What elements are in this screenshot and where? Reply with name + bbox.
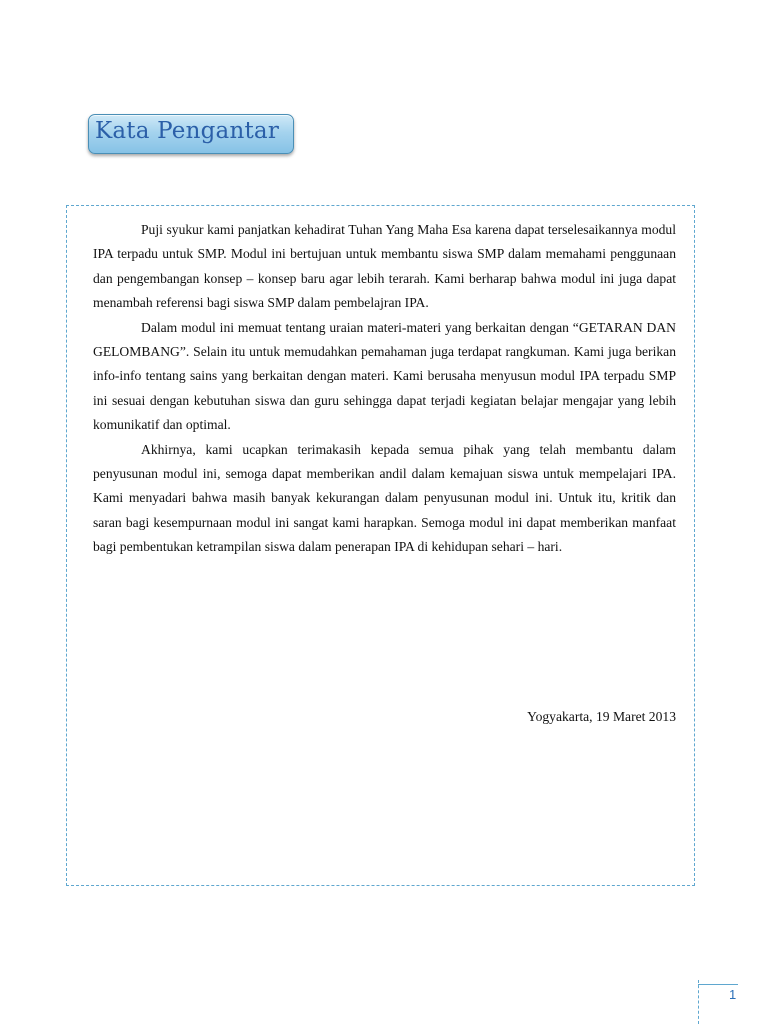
paragraph-2: Dalam modul ini memuat tentang uraian materi-materi yang berkaitan dengan “GETARAN DAN GELOMBANG”. Selain itu untuk memudahkan pemahaman juga terdapat rangkuman. Kami juga berikan info-info tentang sains yang berkaitan dengan materi. Kami berusaha menyusun modul IPA terpadu SMP ini sesuai dengan kebutuhan siswa dan guru sehingga dapat terjadi kegiatan belajar mengajar yang lebih komunikatif dan optimal. [93,319,676,433]
page-title: Kata Pengantar [95,118,280,144]
content-frame [66,205,695,886]
page-number: 1 [729,987,737,1002]
paragraph-1: Puji syukur kami panjatkan kehadirat Tuhan Yang Maha Esa karena dapat terselesaikannya modul IPA terpadu untuk SMP. Modul ini bertujuan untuk membantu siswa SMP dalam memahami penggunaan dan pengembangan konsep – konsep baru agar lebih terarah. Kami berharap bahwa modul ini juga dapat menambah referensi bagi siswa SMP dalam pembelajran IPA. [93,222,676,311]
page-number-rule [698,984,738,985]
title-badge [88,114,294,154]
body-text [93,218,676,560]
paragraph-3: Akhirnya, kami ucapkan terimakasih kepada semua pihak yang telah membantu dalam penyusunan modul ini, semoga dapat memberikan andil dalam kemajuan siswa untuk mempelajari IPA. Kami menyadari bahwa masih banyak kekurangan dalam penyusunan modul ini. Untuk itu, kritik dan saran bagi kesempurnaan modul ini sangat kami harapkan. Semoga modul ini dapat memberikan manfaat bagi pembentukan ketrampilan siswa dalam penerapan IPA di kehidupan sehari – hari. [93,441,676,555]
signature-place-date: Yogyakarta, 19 Maret 2013 [527,709,676,724]
